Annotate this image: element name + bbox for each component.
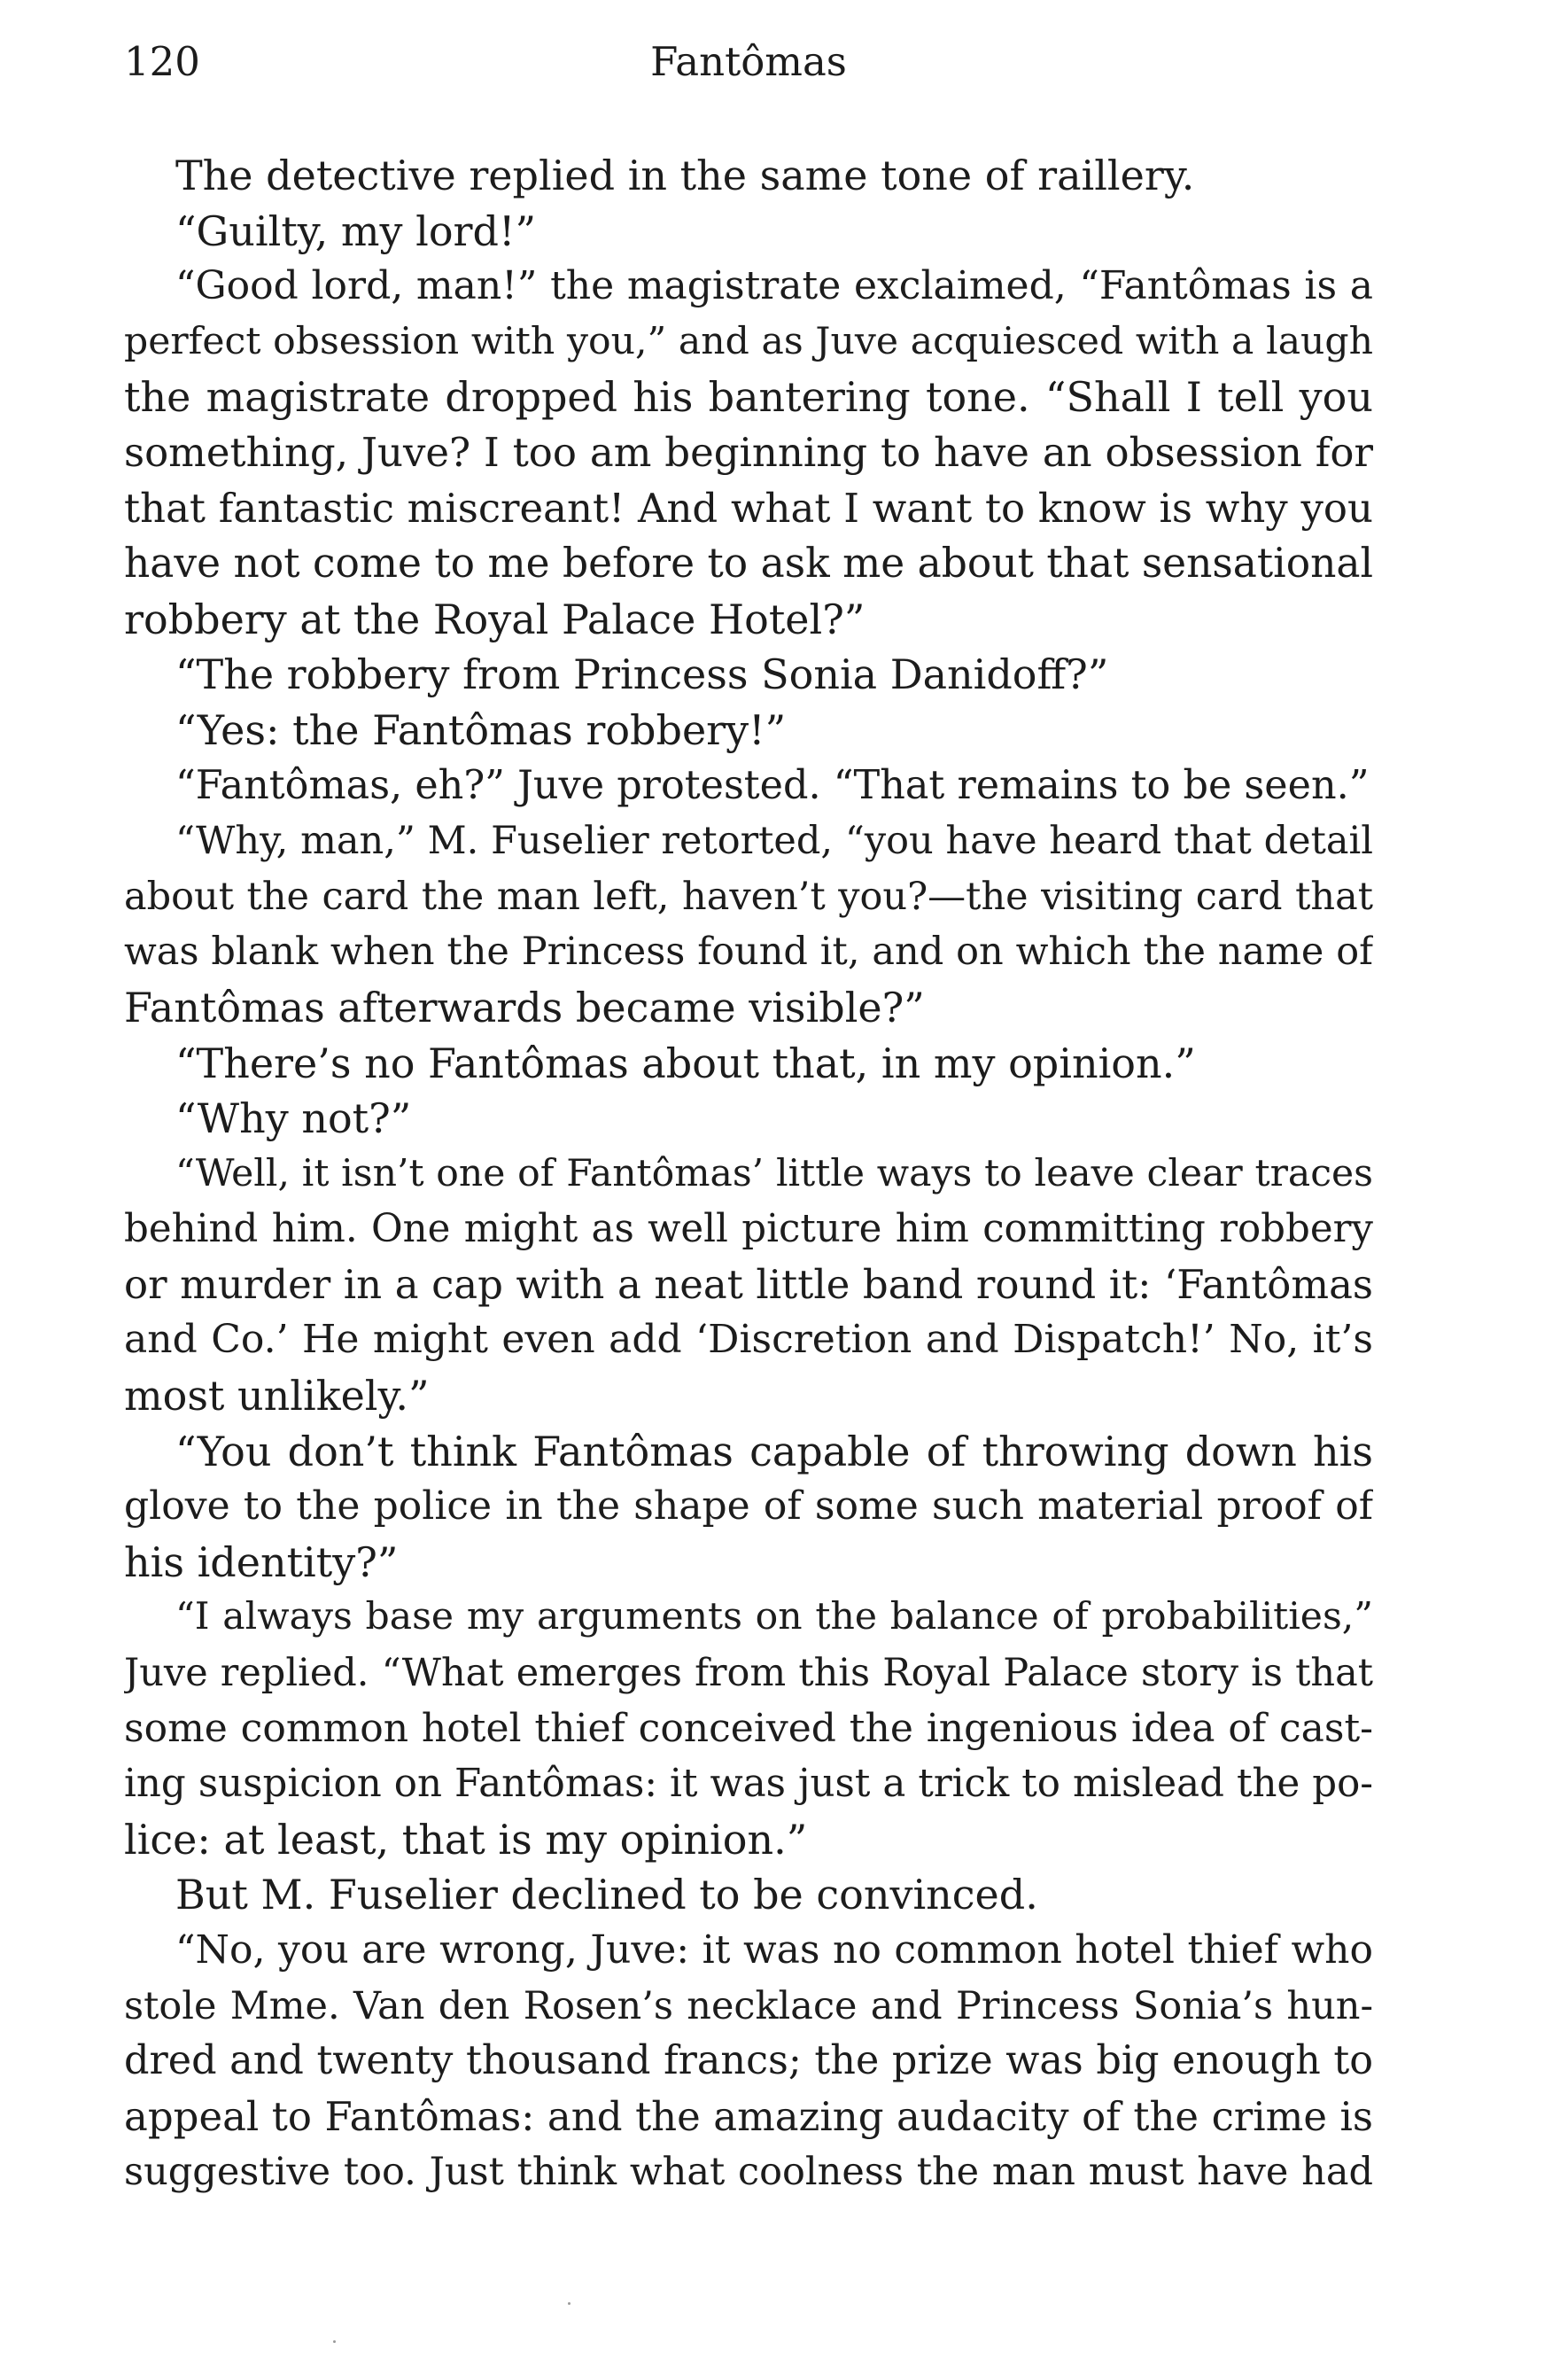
text-line: the magistrate dropped his bantering tone. “Shall I tell you	[124, 373, 1373, 422]
text-line: most unlikely.”	[124, 1372, 430, 1420]
text-line: was blank when the Princess found it, and on which the name of	[124, 930, 1373, 975]
text-line: or murder in a cap with a neat little band round it: ‘Fantômas	[124, 1260, 1373, 1308]
text-line: “Well, it isn’t one of Fantômas’ little ways to leave clear traces	[175, 1151, 1373, 1195]
text-line: ing suspicion on Fantômas: it was just a trick to mislead the po-	[124, 1762, 1373, 1807]
text-line: behind him. One might as well picture him committing robbery	[124, 1207, 1373, 1252]
text-line: “Guilty, my lord!”	[175, 206, 536, 255]
text-line: “Fantômas, eh?” Juve protested. “That remains to be seen.”	[175, 762, 1370, 808]
text-line: “I always base my arguments on the balance of probabilities,”	[175, 1595, 1373, 1639]
running-head-title: Fantômas	[650, 38, 847, 85]
page-number: 120	[124, 38, 200, 85]
text-line: The detective replied in the same tone of raillery.	[175, 152, 1195, 199]
text-line: something, Juve? I too am beginning to have an obsession for	[124, 428, 1373, 476]
text-line: “Why not?”	[175, 1094, 412, 1143]
text-line: But M. Fuselier declined to be convinced.	[175, 1871, 1038, 1919]
text-line: suggestive too. Just think what coolness the man must have had	[124, 2150, 1373, 2195]
scan-speck	[568, 2302, 571, 2305]
text-line: his identity?”	[124, 1537, 399, 1586]
scan-speck	[333, 2340, 336, 2343]
text-line: some common hotel thief conceived the ingenious idea of cast-	[124, 1705, 1373, 1751]
text-line: “The robbery from Princess Sonia Danidoff?”	[175, 650, 1109, 699]
text-line: have not come to me before to ask me about that sensational	[124, 540, 1373, 588]
text-line: Fantômas afterwards became visible?”	[124, 983, 925, 1031]
text-line: appeal to Fantômas: and the amazing audacity of the crime is	[124, 2092, 1373, 2140]
text-line: “You don’t think Fantômas capable of throwing down his	[175, 1427, 1373, 1475]
text-line: perfect obsession with you,” and as Juve acquiesced with a laugh	[124, 319, 1373, 363]
text-line: “No, you are wrong, Juve: it was no common hotel thief who	[175, 1927, 1373, 1973]
text-line: and Co.’ He might even add ‘Discretion and Dispatch!’ No, it’s	[124, 1317, 1373, 1363]
body-text	[124, 148, 1373, 2200]
page-header	[124, 34, 1373, 90]
text-line: lice: at least, that is my opinion.”	[124, 1815, 808, 1864]
text-line: “Yes: the Fantômas robbery!”	[175, 705, 787, 754]
text-line: that fantastic miscreant! And what I want to know is why you	[124, 484, 1373, 532]
text-line: robbery at the Royal Palace Hotel?”	[124, 595, 866, 643]
text-line: glove to the police in the shape of some such material proof of	[124, 1483, 1373, 1529]
text-line: “Good lord, man!” the magistrate exclaimed, “Fantômas is a	[175, 263, 1373, 309]
text-line: “Why, man,” M. Fuselier retorted, “you have heard that detail	[175, 819, 1373, 864]
text-line: stole Mme. Van den Rosen’s necklace and Princess Sonia’s hun-	[124, 1983, 1373, 2028]
text-line: Juve replied. “What emerges from this Royal Palace story is that	[124, 1651, 1373, 1696]
text-line: “There’s no Fantômas about that, in my opinion.”	[175, 1039, 1196, 1087]
text-line: dred and twenty thousand francs; the prize was big enough to	[124, 2038, 1373, 2084]
text-line: about the card the man left, haven’t you?—the visiting card that	[124, 874, 1373, 919]
